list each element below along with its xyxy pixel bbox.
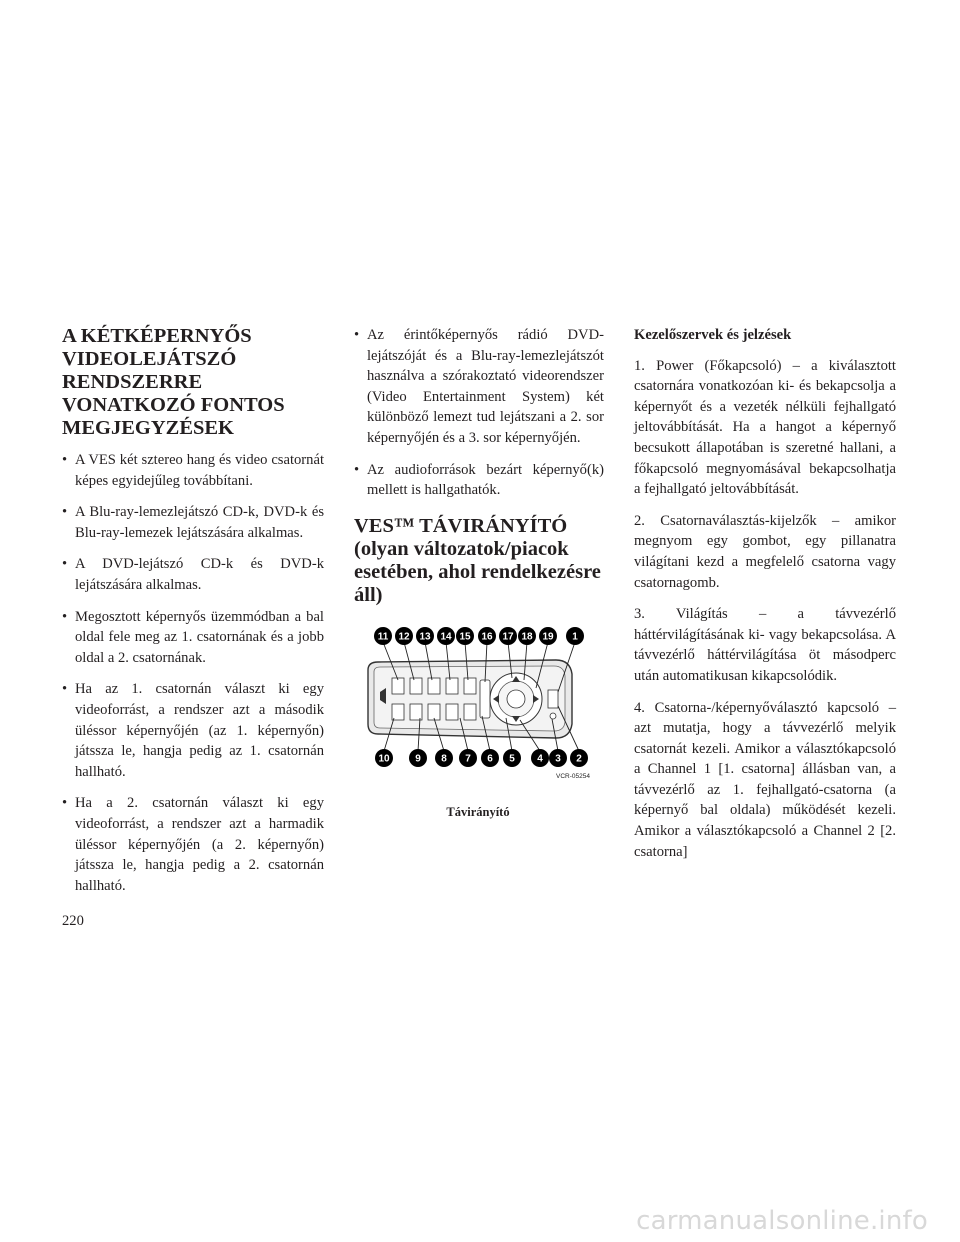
svg-text:4: 4 [537, 753, 543, 765]
figure-caption: Távirányító [446, 805, 510, 819]
watermark: carmanualsonline.info [636, 1206, 928, 1236]
list-item: • A DVD-lejátszó CD-k és DVD-k lejátszására alkalmas. [62, 554, 324, 595]
svg-text:18: 18 [521, 631, 533, 643]
svg-text:10: 10 [378, 753, 390, 765]
svg-text:15: 15 [459, 631, 471, 643]
figure-code: VCR-05254 [556, 773, 590, 780]
list-item: • Ha a 2. csatornán választ ki egy videoforrást, a rendszer azt a harmadik üléssor képernyőjén (a 2. képernyőn) játssza le, hangja pedig a 2. csatornán hallható. [62, 793, 324, 896]
list-item: • Az audioforrások bezárt képernyő(k) mellett is hallgathatók. [354, 460, 604, 501]
svg-text:8: 8 [441, 753, 447, 765]
svg-text:13: 13 [419, 631, 431, 643]
svg-text:7: 7 [465, 753, 471, 765]
list-item: • A Blu-ray-lemezlejátszó CD-k, DVD-k és Blu-ray-lemezek lejátszására alkalmas. [62, 502, 324, 543]
svg-text:9: 9 [415, 753, 421, 765]
list-item: • Ha az 1. csatornán választ ki egy videoforrást, a rendszer azt a második üléssor képernyőjén (az 1. képernyőn) játssza le, hangja pedig az 1. csatornán hallható. [62, 679, 324, 782]
controls-subheading: Kezelőszervek és jelzések [634, 327, 792, 343]
section-heading-notes: A KÉTKÉPERNYŐS VIDEOLEJÁTSZÓ RENDSZERRE VONATKOZÓ FONTOS MEGJEGYZÉSEK [62, 325, 285, 439]
paragraph: 1. Power (Főkapcsoló) – a kiválasztott csatornára vonatkozóan ki- és bekapcsolja a képernyőt és a vezeték nélküli fejhallgató jeltovábbítását. Ha a hangot a képernyő becsukott állapotában is szeretné hallani, a főkapcsoló megnyomásával bekapcsolhatja a fejhallgató jeltovábbítását. [634, 357, 896, 498]
svg-text:2: 2 [576, 753, 582, 765]
svg-text:5: 5 [509, 753, 515, 765]
page-number: 220 [62, 913, 84, 929]
callouts-top [374, 627, 584, 645]
remote-control-figure [364, 620, 592, 798]
callouts-bottom [375, 749, 588, 767]
list-item: • Megosztott képernyős üzemmódban a bal oldal fele meg az 1. csatornának és a jobb oldal a 2. csatornának. [62, 607, 324, 669]
svg-text:17: 17 [502, 631, 514, 643]
list-item: • Az érintőképernyős rádió DVD-lejátszóját és a Blu-ray-lemezlejátszót használva a szórakoztató videorendszer (Video Entertainment System) két különböző lemezt tud lejátszani a 2. sor képernyőjén és a 3. sor képernyőjén. [354, 325, 604, 449]
paragraph: 3. Világítás – a távvezérlő háttérvilágításának ki- vagy bekapcsolása. A távvezérlő háttérvilágítása öt másodperc után automatikusan kikapcsolódik. [634, 606, 896, 684]
svg-text:11: 11 [377, 631, 389, 643]
list-item: • A VES két sztereo hang és video csatornát képes egyidejűleg továbbítani. [62, 450, 324, 491]
svg-text:3: 3 [555, 753, 561, 765]
notes-bullet-list-continued [354, 325, 604, 501]
column-left [62, 325, 324, 907]
svg-text:14: 14 [440, 631, 452, 643]
svg-text:12: 12 [398, 631, 410, 643]
svg-text:16: 16 [481, 631, 493, 643]
paragraph: 4. Csatorna-/képernyőválasztó kapcsoló – azt mutatja, hogy a távvezérlő melyik csatornát kezeli. Amikor a választókapcsoló a Channel 1 [1. csatorna] állásban van, a távvezérlő az 1. fejhallgató-csatorna (a képernyő bal oldala) működését kezeli. Amikor a választókapcsoló a Channel 2 [2. csatorna] [634, 699, 896, 860]
section-heading-remote: VES™ TÁVIRÁNYÍTÓ (olyan változatok/piacok esetében, ahol rendelkezésre áll) [354, 514, 601, 606]
svg-text:19: 19 [542, 631, 554, 643]
svg-text:6: 6 [487, 753, 493, 765]
paragraph: 2. Csatornaválasztás-kijelzők – amikor megnyom egy gombot, egy pillanatra világítani kezd a megfelelő csatorna vagy csatornagomb. [634, 512, 896, 591]
column-right [634, 325, 896, 873]
notes-bullet-list [62, 450, 324, 896]
column-middle [354, 325, 604, 627]
svg-text:1: 1 [572, 631, 578, 643]
